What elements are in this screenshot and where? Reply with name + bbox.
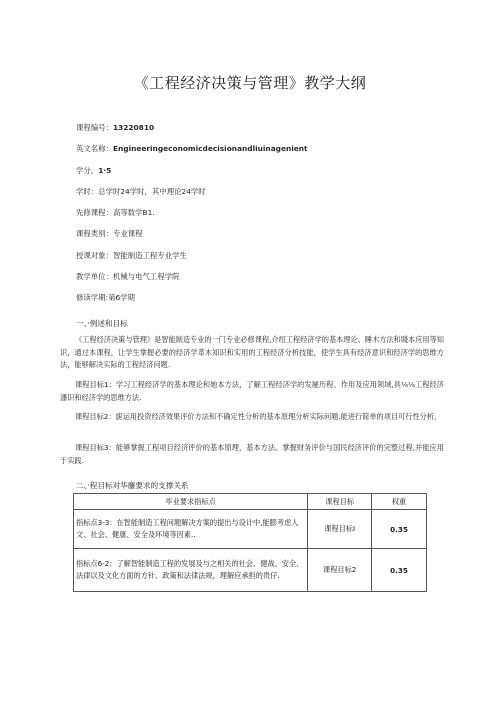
info-value: 第6学期	[108, 293, 135, 303]
info-label: 先修课程：	[76, 208, 113, 218]
info-value: 机械与电气工程学院	[112, 272, 180, 282]
info-row-audience	[76, 250, 436, 271]
course-goal-cell: 课程目标I	[308, 510, 372, 549]
course-goal-2: 课程目标2：旎运用投资经济效果评价方法和不确定性分析的基本原理分析实际问题.能进行简单的项目可行性分析，	[75, 412, 442, 421]
info-row-category	[76, 228, 436, 249]
info-row-semester	[76, 292, 436, 313]
info-value: 总学时24学时，其中理论24学时	[98, 186, 206, 196]
weight-cell: 0.35	[372, 510, 427, 549]
info-row-english-name	[76, 143, 436, 164]
info-label: 教学单位：	[76, 272, 113, 282]
section-heading-overview: 一、·例述和目标	[76, 319, 128, 328]
intro-paragraph: 《工程经济决策与管理》是智能制造专业的一门专业必修课程,介绍工程经济学的基本理论、睡木方法和賤本应用等知识，通过本课程，让学生掌握必要的经济学革木知识和实用的工程经济分析技能，使学生具有经济意识和经济学的思维方法，能够解决实际的工程经济问题.	[60, 335, 444, 370]
indicator-cell: 指标点6-2：了解智能制造工程的发展及与之相关的社会、健战、安全、法律以及文化方面的方针、政策和法律法规，理解应承担的贵仔.	[74, 549, 308, 592]
table-header-row	[74, 494, 427, 510]
header-course-goal: 课程目标	[308, 494, 372, 510]
info-value: 高等数学B1.	[112, 208, 155, 218]
weight-cell: 0.35	[372, 549, 427, 592]
info-row-hours	[76, 186, 436, 207]
support-table	[73, 493, 427, 592]
course-goal-cell: 课程目标2	[308, 549, 372, 592]
info-label: 英文名称：	[76, 144, 113, 154]
course-goal-3: 课程目标3：能够掌握工程项目经济评价的基本原理，基本方法。掌握财务评价与国民经济评价的完整过程,并能应用于实践.	[60, 443, 444, 465]
table-row	[74, 510, 427, 549]
info-value: 专业课程	[112, 229, 143, 239]
course-info	[76, 122, 436, 314]
course-goal-1: 课程目标1：学习工程经济学的基本理论和她本方法，了解工程经济学的发屣历程、作用及应用领域,具⅛⅛工程经济潘识和经济学的思维方法.	[60, 380, 444, 402]
document-title: 《工程经济决策与管理》教学大纲	[133, 74, 367, 92]
header-indicator: 毕业要求指标点	[74, 494, 308, 510]
indicator-cell: 指标点3-3：在智能制造工程问题解决方案的提出与设计中,能膨考虑人文、社会、健康、安全及环境等因素..	[74, 510, 308, 549]
info-label: 学时：	[76, 186, 99, 196]
info-label: 授课对象：	[76, 250, 113, 260]
info-label: 课程类别：	[76, 229, 113, 239]
info-value: Engineeringeconomicdecisionandliuinagenient	[112, 144, 308, 154]
info-row-credits	[76, 165, 436, 186]
table-row	[74, 549, 427, 592]
header-weight: 权重	[372, 494, 427, 510]
info-row-prerequisites	[76, 207, 436, 228]
info-value: 智能制造工程专业学生	[112, 250, 187, 260]
section-heading-support: 二、·程目标对华鏖要求的支撑关系	[76, 481, 189, 490]
info-row-course-code	[76, 122, 436, 143]
info-label: 修读学期:	[76, 293, 109, 303]
info-label: 课程编号：	[76, 123, 113, 132]
info-row-department	[76, 271, 436, 292]
info-label: 学分，	[76, 165, 99, 175]
info-value: 1·5	[98, 165, 112, 175]
info-value: 13220810	[112, 123, 155, 132]
